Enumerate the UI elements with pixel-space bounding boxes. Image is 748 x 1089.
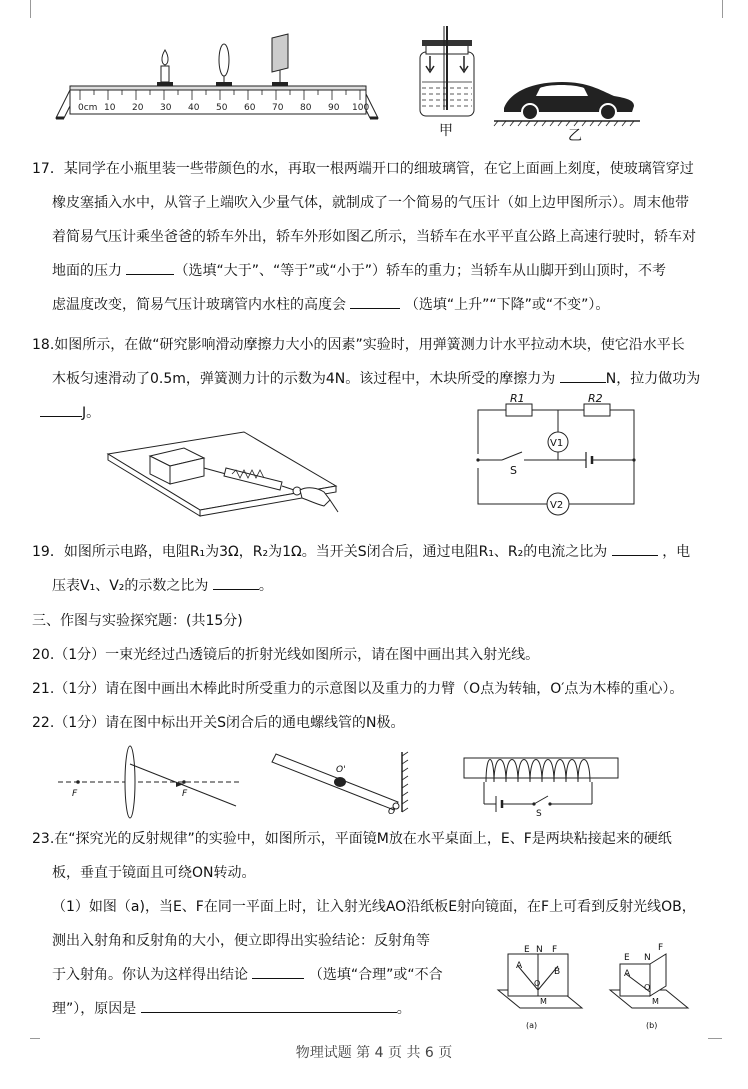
q19-line [32,569,704,603]
ruler-tick: 100 [352,103,370,113]
q17-line: 17．某同学在小瓶里装一些带颜色的水，再取一根两端开口的细玻璃管，在它上面画上刻度，使玻璃管穿过 [32,161,694,177]
q18-line [32,362,704,396]
label-r2: R2 [588,394,603,405]
label-focus-left: F [72,789,78,799]
q19-text: ，电 [662,544,691,560]
label-n: N [536,945,543,955]
switch-s [502,452,522,460]
q17-line: 着简易气压计乘坐爸爸的轿车外出，轿车外形如图乙所示，当轿车在水平平直公路上高速行驶时，轿车对 [52,229,696,245]
ruler-tick: 90 [328,103,340,113]
q17-line [32,288,704,322]
ruler-tick: 30 [160,103,172,113]
screen-icon [272,34,288,86]
question-22: 22.（1分）请在图中标出开关S闭合后的通电螺线管的N极。 [32,715,405,731]
label-f: F [658,943,664,953]
label-e: E [624,953,630,963]
reflection-figure-b [604,924,700,1032]
label-o: O [388,807,396,814]
circuit-figure-r1-r2 [462,394,648,520]
label-v2: V2 [550,500,564,511]
label-n: N [644,953,651,963]
question-19 [32,535,704,603]
label-e: E [524,945,530,955]
q23-line: （1）如图（a)，当E、F在同一平面上时，让入射光线AO沿纸板E射向镜面，在F上可看到反射光线OB， [52,899,696,915]
q17-line [32,254,704,288]
switch-s [534,796,548,804]
resistor-r1 [506,404,532,416]
friction-experiment-figure [104,428,340,524]
q23-text: 于入射角。你认为这样得出结论 [52,967,248,983]
ruler-tick: 70 [272,103,284,113]
section-heading: 三、作图与实验探究题：(共15分) [32,613,243,629]
barometer-bottle-figure [412,22,482,140]
answer-blank[interactable] [612,555,658,556]
q18-line: 18.如图所示，在做“研究影响滑动摩擦力大小的因素”实验时，用弹簧测力计水平拉动木块，使它沿水平长 [32,337,685,353]
section-3 [32,604,704,740]
reflection-figure-a [490,924,590,1032]
resistor-r2 [584,404,610,416]
q17-text: 地面的压力 [52,263,122,279]
label-o: O [644,983,651,992]
q19-text: 压表V₁、V₂的示数之比为 [52,578,209,594]
convex-lens-figure [56,744,240,820]
label-o: O [534,979,541,988]
q19-text: 。 [258,578,273,594]
ruler-tick: 40 [188,103,200,113]
question-20: 20.（1分）一束光经过凸透镜后的折射光线如图所示，请在图中画出其入射光线。 [32,647,540,663]
crop-mark [30,0,43,18]
label-a: A [516,961,523,971]
label-b: B [554,967,561,977]
optical-bench-figure [52,28,382,123]
label-r1: R1 [510,394,525,405]
q19-text: 19．如图所示电路，电阻R₁为3Ω，R₂为1Ω。当开关S闭合后，通过电阻R₁、R₂的电流之比为 [32,544,608,560]
answer-blank[interactable] [213,589,259,590]
label-m: M [540,997,547,1006]
crop-mark [722,0,735,18]
q19-line [32,535,704,569]
ruler-tick: 10 [104,103,116,113]
answer-blank[interactable] [141,1012,397,1013]
answer-blank[interactable] [350,308,400,309]
lens-icon [216,44,232,86]
label-switch-s: S [536,809,542,818]
q23-line: 23.在“探究光的反射规律”的实验中，如图所示，平面镜M放在水平桌面上，E、F是两块粘接起来的硬纸 [32,831,672,847]
figure-caption-a: (a) [526,1021,538,1030]
center-of-gravity-point [334,777,346,787]
label-o-prime: O' [336,765,346,775]
figure-label-jia: 甲 [439,123,453,139]
q18-text: J。 [82,405,101,421]
label-switch-s: S [510,464,517,477]
q23-text: 。 [396,1001,411,1017]
q23-text: （选填“合理”或“不合 [308,967,443,983]
ruler-tick: 80 [300,103,312,113]
label-focus-right: F [182,789,188,799]
candle-icon [157,50,173,86]
car-figure [492,70,642,142]
q18-text: N，拉力做功为 [605,371,701,387]
ruler-tick: 60 [244,103,256,113]
q17-text: （选填“大于”、“等于”或“小于”）轿车的重力；当轿车从山脚开到山顶时，不考 [174,263,666,279]
q17-text: （选填“上升”“下降”或“不变”）。 [404,297,610,313]
q23-line: 测出入射角和反射角的大小，便立即得出实验结论：反射角等 [52,933,430,949]
figure-label-yi: 乙 [568,128,582,142]
label-a: A [624,969,631,979]
page-footer: 物理试题 第 4 页 共 6 页 [295,1045,453,1061]
answer-blank[interactable] [40,416,82,417]
q23-text: 理”），原因是 [52,1001,137,1017]
label-v1: V1 [550,438,564,449]
ruler-tick: 0cm [78,103,98,113]
ruler-tick: 20 [132,103,144,113]
answer-blank[interactable] [560,382,606,383]
figure-caption-b: (b) [646,1021,658,1030]
q18-text: 木板匀速滑动了0.5m，弹簧测力计的示数为4N。该过程中，木块所受的摩擦力为 [52,371,556,387]
answer-blank[interactable] [252,978,304,979]
answer-blank[interactable] [126,274,174,275]
question-21: 21.（1分）请在图中画出木棒此时所受重力的示意图以及重力的力臂（O点为转轴，O′点为木棒的重心）。 [32,681,684,697]
ruler-tick: 50 [216,103,228,113]
rod-pivot-figure [266,748,422,814]
label-f: F [552,945,558,955]
solenoid-figure [462,752,622,818]
q17-text: 虑温度改变，简易气压计玻璃管内水柱的高度会 [52,297,346,313]
q23-line: 板，垂直于镜面且可绕ON转动。 [52,865,256,881]
label-m: M [652,997,659,1006]
question-17 [32,152,704,322]
q17-line: 橡皮塞插入水中，从管子上端吹入少量气体，就制成了一个简易的气压计（如上边甲图所示）。周末他带 [52,195,689,211]
